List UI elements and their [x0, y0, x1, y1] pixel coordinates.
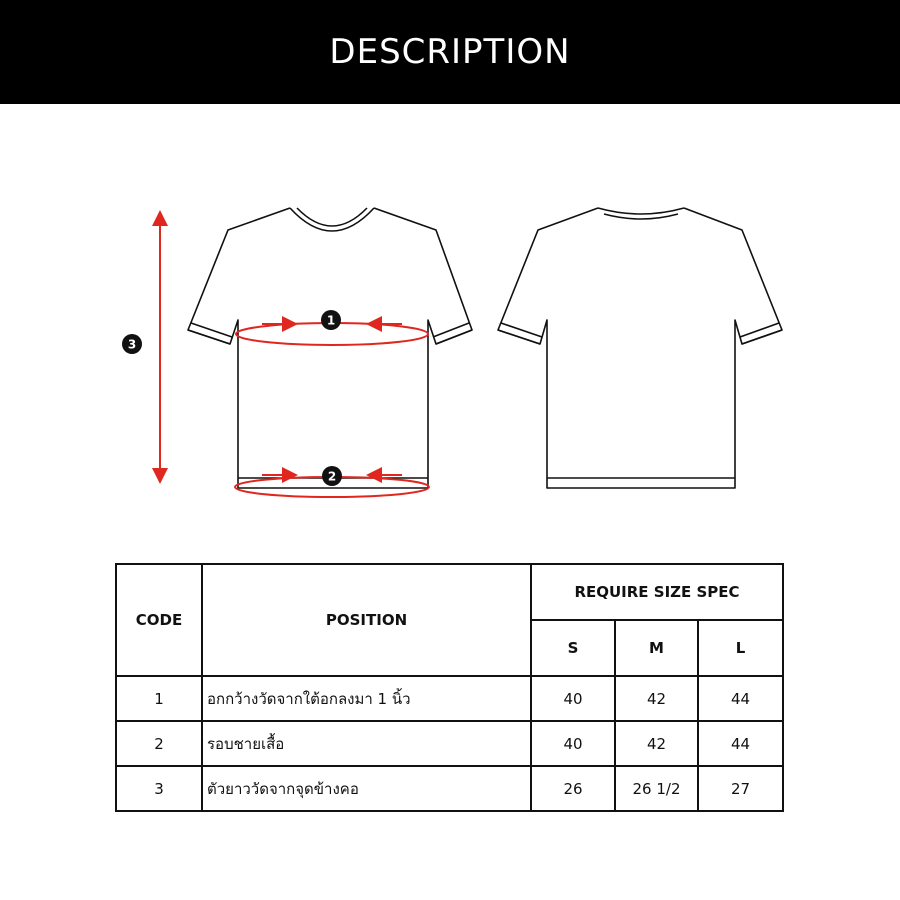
- tshirt-back-illustration: [498, 208, 782, 488]
- size-spec-table: [115, 563, 784, 812]
- row-size-m: 26 1/2: [615, 766, 698, 811]
- row-size-s: 26: [531, 766, 615, 811]
- table-header-row: [116, 564, 783, 620]
- row-size-l: 44: [698, 676, 783, 721]
- row-size-l: 27: [698, 766, 783, 811]
- marker-2-label: 2: [327, 469, 337, 484]
- length-measurement: [122, 214, 160, 480]
- description-header: [0, 0, 900, 104]
- row-size-s: 40: [531, 721, 615, 766]
- table-row: [116, 676, 783, 721]
- size-spec-header: REQUIRE SIZE SPEC: [531, 564, 783, 620]
- row-code: 1: [116, 676, 202, 721]
- chest-measurement: [236, 310, 428, 345]
- size-m-header: M: [615, 620, 698, 676]
- row-code: 2: [116, 721, 202, 766]
- page-title: DESCRIPTION: [329, 32, 571, 72]
- row-size-s: 40: [531, 676, 615, 721]
- row-code: 3: [116, 766, 202, 811]
- table-row: [116, 766, 783, 811]
- size-s-header: S: [531, 620, 615, 676]
- row-size-l: 44: [698, 721, 783, 766]
- row-size-m: 42: [615, 721, 698, 766]
- code-header: CODE: [116, 564, 202, 676]
- row-position: รอบชายเสื้อ: [202, 721, 531, 766]
- row-size-m: 42: [615, 676, 698, 721]
- row-position: ตัวยาววัดจากจุดข้างคอ: [202, 766, 531, 811]
- tshirt-measurement-diagram: [0, 104, 900, 544]
- marker-3-label: 3: [127, 337, 137, 352]
- position-header: POSITION: [202, 564, 531, 676]
- size-l-header: L: [698, 620, 783, 676]
- table-row: [116, 721, 783, 766]
- marker-1-label: 1: [326, 313, 336, 328]
- tshirt-front-illustration: [188, 208, 472, 488]
- row-position: อกกว้างวัดจากใต้อกลงมา 1 นิ้ว: [202, 676, 531, 721]
- hem-measurement: [235, 466, 429, 497]
